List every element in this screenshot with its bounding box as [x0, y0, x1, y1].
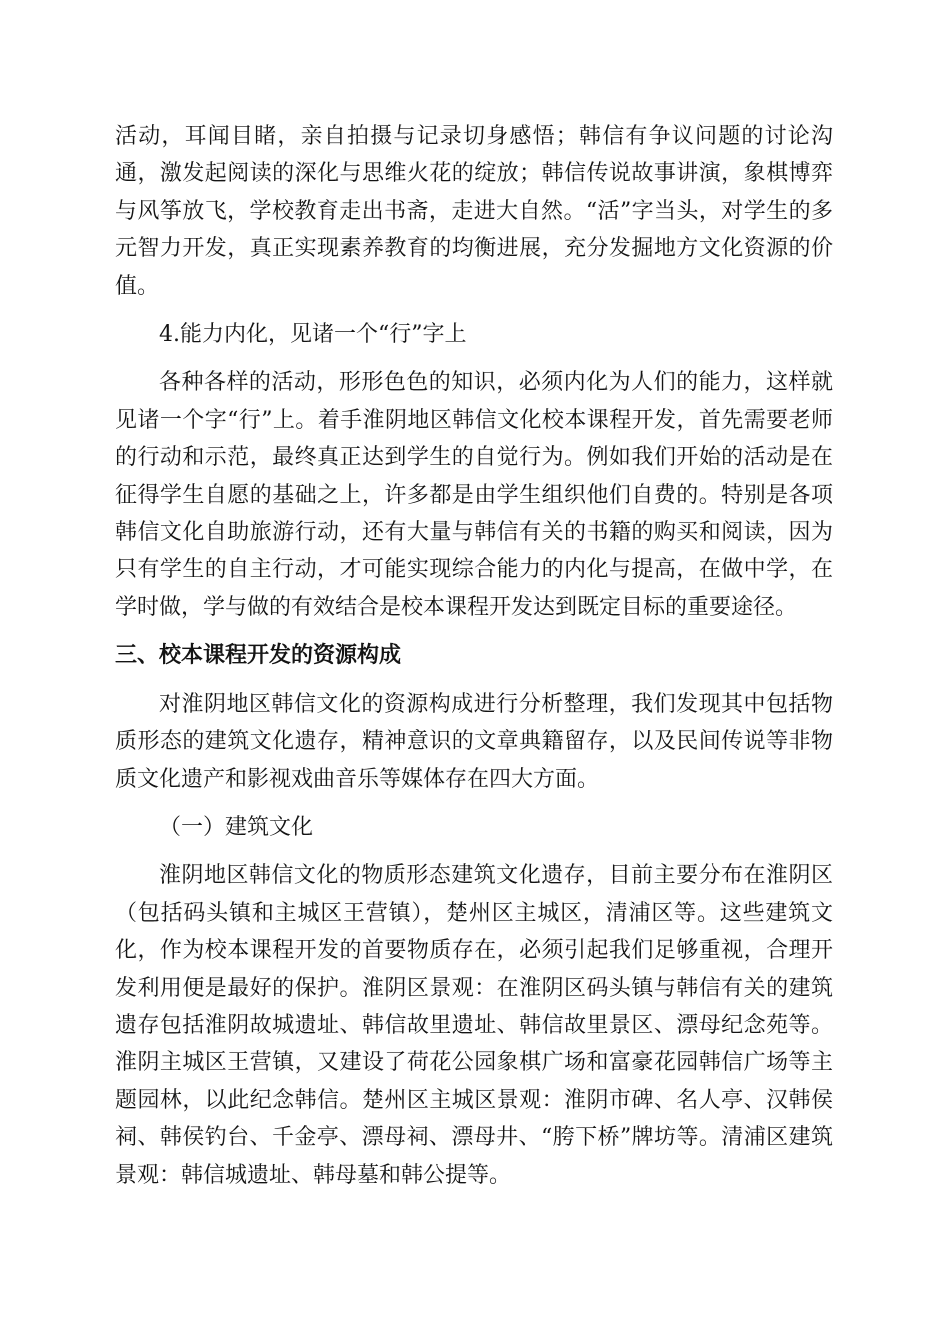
document-body	[115, 118, 833, 1194]
paragraph-resource-composition: 对淮阴地区韩信文化的资源构成进行分析整理，我们发现其中包括物质形态的建筑文化遗存，精神意识的文章典籍留存，以及民间传说等非物质文化遗产和影视戏曲音乐等媒体存在四大方面。	[115, 691, 833, 792]
subheading-architecture-culture: （一）建筑文化	[159, 814, 314, 840]
paragraph-architecture: 淮阴地区韩信文化的物质形态建筑文化遗存，目前主要分布在淮阴区（包括码头镇和主城区王营镇），楚州区主城区，清浦区等。这些建筑文化，作为校本课程开发的首要物质存在，必须引起我们足够重视，合理开发利用便是最好的保护。淮阴区景观：在淮阴区码头镇与韩信有关的建筑遗存包括淮阴故城遗址、韩信故里遗址、韩信故里景区、漂母纪念苑等。淮阴主城区王营镇，又建设了荷花公园象棋广场和富豪花园韩信广场等主题园林，以此纪念韩信。楚州区主城区景观：淮阴市碑、名人亭、汉韩侯祠、韩侯钓台、千金亭、漂母祠、漂母井、“胯下桥”牌坊等。清浦区建筑景观：韩信城遗址、韩母墓和韩公提等。	[115, 863, 833, 1188]
paragraph-ability: 各种各样的活动，形形色色的知识，必须内化为人们的能力，这样就见诸一个字“行”上。着手淮阴地区韩信文化校本课程开发，首先需要老师的行动和示范，最终真正达到学生的自觉行为。例如我们开始的活动是在征得学生自愿的基础之上，许多都是由学生组织他们自费的。特别是各项韩信文化自助旅游行动，还有大量与韩信有关的书籍的购买和阅读，因为只有学生的自主行动，才可能实现综合能力的内化与提高，在做中学，在学时做，学与做的有效结合是校本课程开发达到既定目标的重要途径。	[115, 370, 833, 620]
subheading-ability-internalization: 4.能力内化，见诸一个“行”字上	[159, 322, 467, 348]
paragraph-activities-continued: 活动，耳闻目睹，亲自拍摄与记录切身感悟；韩信有争议问题的讨论沟通，激发起阅读的深化与思维火花的绽放；韩信传说故事讲演，象棋博弈与风筝放飞，学校教育走出书斋，走进大自然。“活”字当头，对学生的多元智力开发，真正实现素养教育的均衡进展，充分发掘地方文化资源的价值。	[115, 124, 833, 299]
section-heading-resources: 三、校本课程开发的资源构成	[115, 643, 402, 669]
